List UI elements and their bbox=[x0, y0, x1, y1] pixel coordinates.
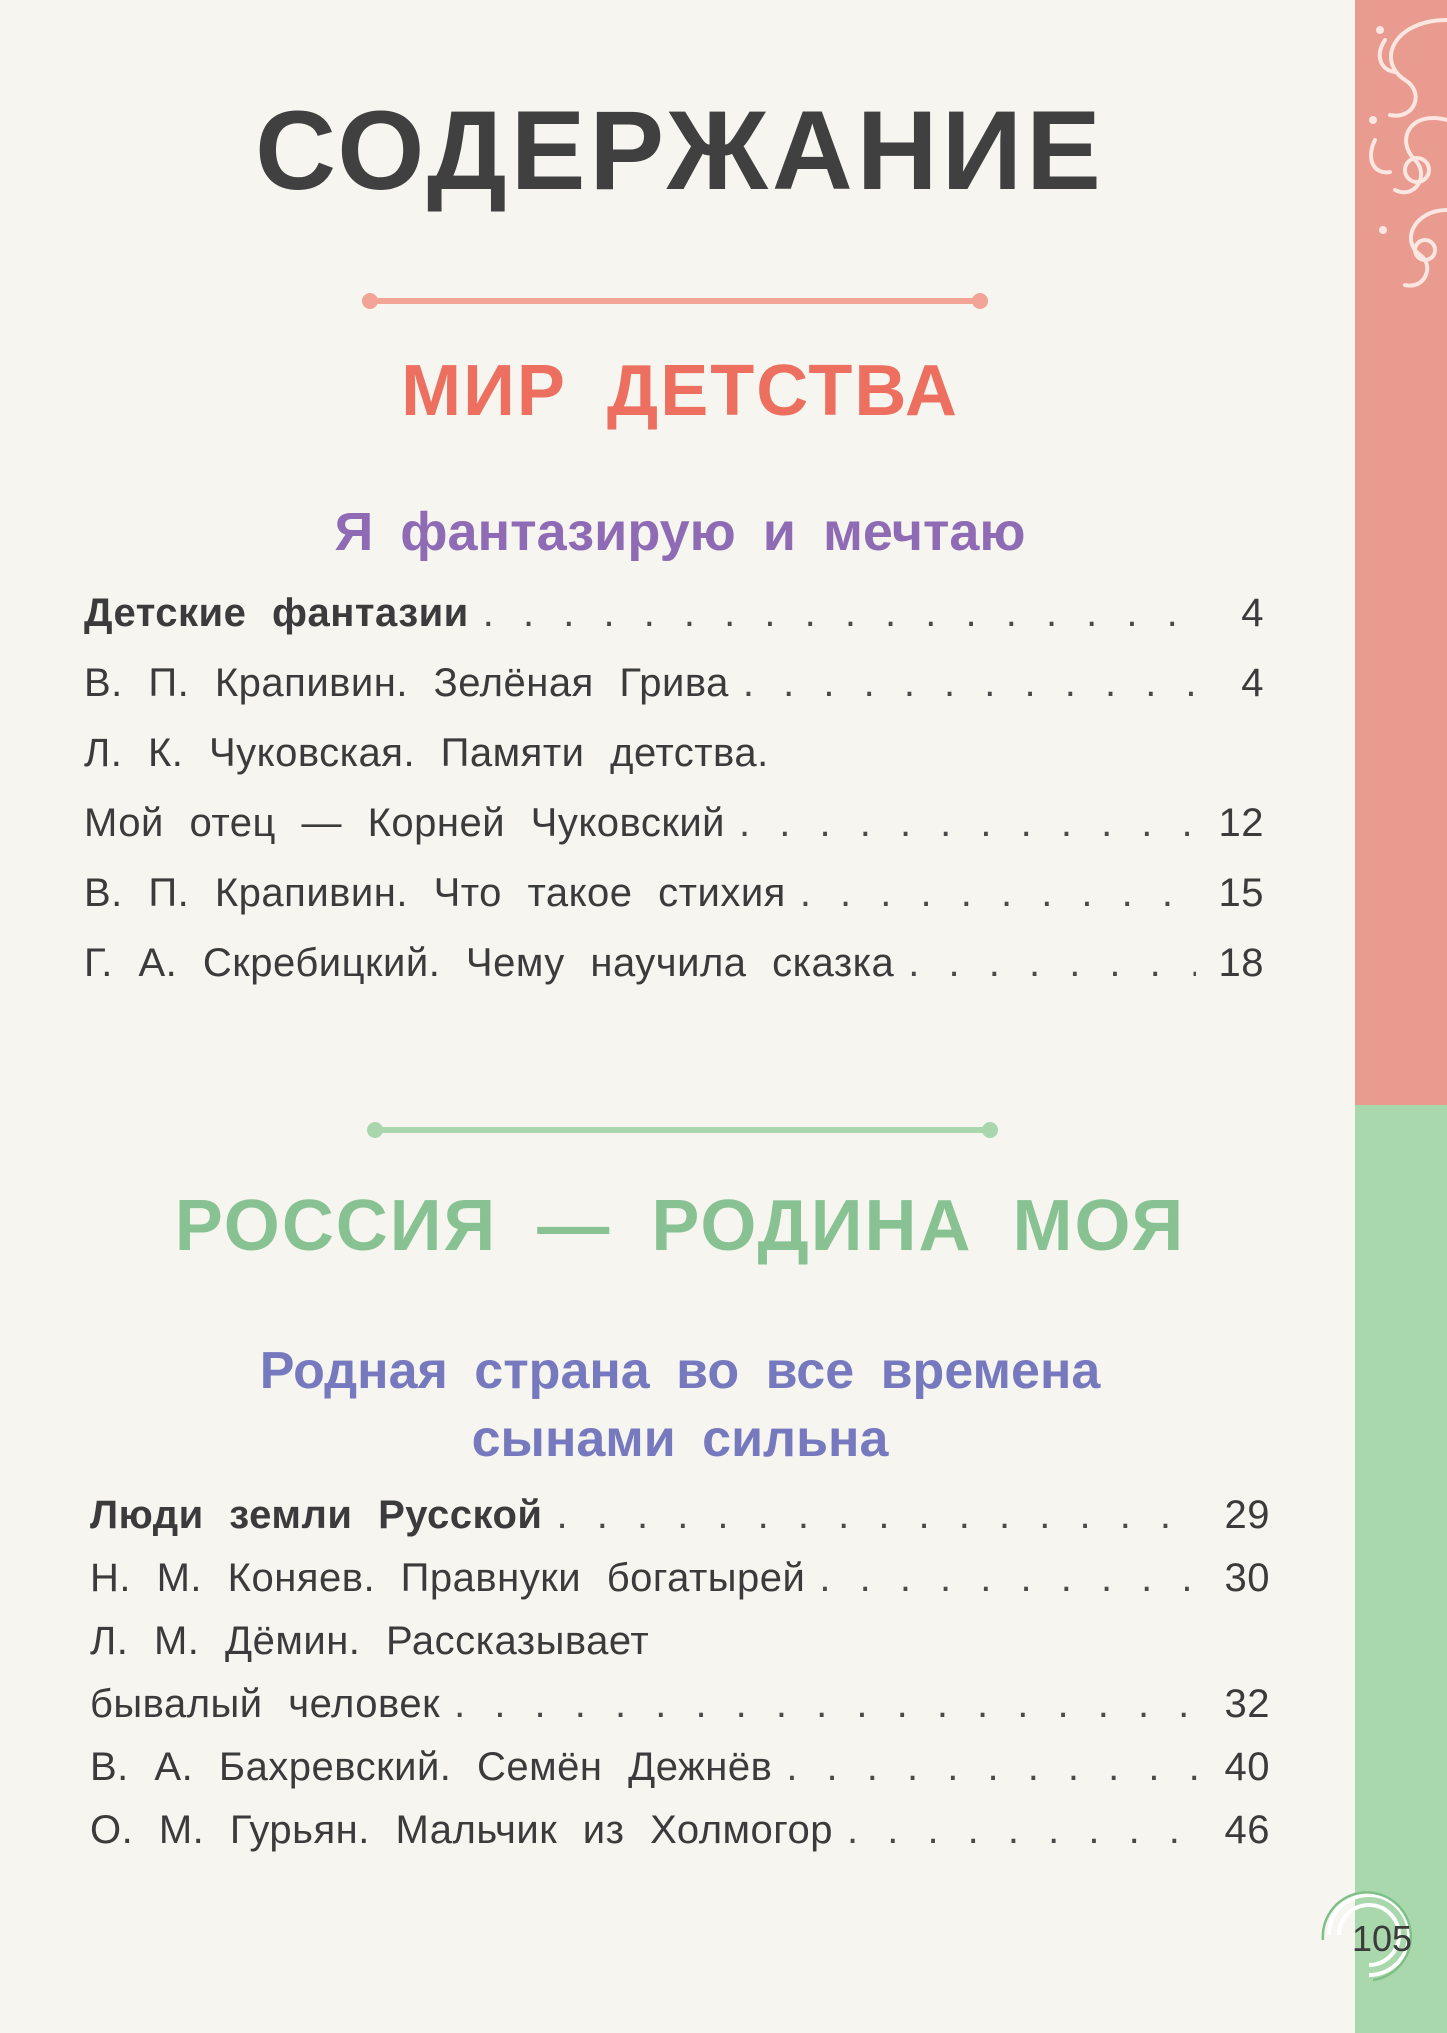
subsection-title-2-line-2: сынами сильна bbox=[471, 1409, 889, 1468]
toc-leader-dots bbox=[847, 1810, 1202, 1850]
toc-entry[interactable] bbox=[84, 663, 1264, 733]
toc-entry[interactable] bbox=[90, 1621, 1270, 1684]
toc-entry[interactable] bbox=[90, 1558, 1270, 1621]
toc-leader-dots bbox=[786, 1747, 1202, 1787]
toc-entry-title: Люди земли Русской bbox=[90, 1493, 543, 1537]
toc-entry-page: 40 bbox=[1224, 1745, 1270, 1789]
toc-leader-dots bbox=[739, 803, 1196, 843]
toc-entry-title: Мой отец — Корней Чуковский bbox=[84, 801, 726, 845]
toc-entry[interactable] bbox=[84, 873, 1264, 943]
toc-entry-title: Детские фантазии bbox=[84, 591, 469, 635]
toc-leader-dots bbox=[557, 1495, 1202, 1535]
toc-entry[interactable] bbox=[90, 1747, 1270, 1810]
toc-leader-dots bbox=[483, 593, 1196, 633]
toc-leader-dots bbox=[819, 1558, 1202, 1598]
toc-entry-title: В. П. Крапивин. Что такое стихия bbox=[84, 871, 786, 915]
toc-entry-page: 15 bbox=[1218, 871, 1264, 915]
toc-entry-title: В. А. Бахревский. Семён Дежнёв bbox=[90, 1745, 773, 1789]
section-title-2: РОССИЯ — РОДИНА МОЯ bbox=[174, 1186, 1186, 1266]
toc-entry[interactable] bbox=[90, 1684, 1270, 1747]
toc-entry-title: В. П. Крапивин. Зелёная Грива bbox=[84, 661, 729, 705]
toc-entry-page: 12 bbox=[1218, 801, 1264, 845]
toc-leader-dots bbox=[908, 943, 1196, 983]
toc-entry-title: О. М. Гурьян. Мальчик из Холмогор bbox=[90, 1808, 833, 1852]
toc-list-2 bbox=[90, 1495, 1270, 1873]
section-divider-1 bbox=[370, 298, 980, 304]
toc-entry-page: 4 bbox=[1241, 661, 1264, 705]
toc-entry-title: Л. М. Дёмин. Рассказывает bbox=[90, 1619, 650, 1663]
toc-entry-page: 4 bbox=[1241, 591, 1264, 635]
toc-entry[interactable] bbox=[90, 1810, 1270, 1873]
toc-entry-title: Г. А. Скребицкий. Чему научила сказка bbox=[84, 941, 895, 985]
toc-entry[interactable] bbox=[90, 1495, 1270, 1558]
section-divider-2 bbox=[375, 1127, 990, 1133]
subsection-title-1: Я фантазирую и мечтаю bbox=[334, 502, 1026, 562]
section-title-1: МИР ДЕТСТВА bbox=[401, 351, 959, 431]
page-title: СОДЕРЖАНИЕ bbox=[255, 88, 1105, 213]
toc-entry-page: 29 bbox=[1224, 1493, 1270, 1537]
toc-leader-dots bbox=[743, 663, 1196, 703]
toc-entry-title: Л. К. Чуковская. Памяти детства. bbox=[84, 731, 769, 775]
toc-entry[interactable] bbox=[84, 593, 1264, 663]
toc-entry-page: 30 bbox=[1224, 1556, 1270, 1600]
toc-list-1 bbox=[84, 593, 1264, 1013]
page-number: 105 bbox=[1351, 1918, 1413, 1959]
toc-leader-dots bbox=[800, 873, 1196, 913]
toc-entry-page: 18 bbox=[1218, 941, 1264, 985]
toc-entry[interactable] bbox=[84, 943, 1264, 1013]
toc-entry-page: 32 bbox=[1224, 1682, 1270, 1726]
toc-leader-dots bbox=[454, 1684, 1202, 1724]
toc-entry[interactable] bbox=[84, 803, 1264, 873]
subsection-title-2 bbox=[80, 1338, 1280, 1473]
floral-ornament-icon bbox=[1355, 0, 1447, 330]
toc-entry-title: Н. М. Коняев. Правнуки богатырей bbox=[90, 1556, 806, 1600]
toc-entry-page: 46 bbox=[1224, 1808, 1270, 1852]
subsection-title-2-line-1: Родная страна во все времена bbox=[259, 1342, 1101, 1400]
toc-entry[interactable] bbox=[84, 733, 1264, 803]
toc-entry-title: бывалый человек bbox=[90, 1682, 441, 1726]
